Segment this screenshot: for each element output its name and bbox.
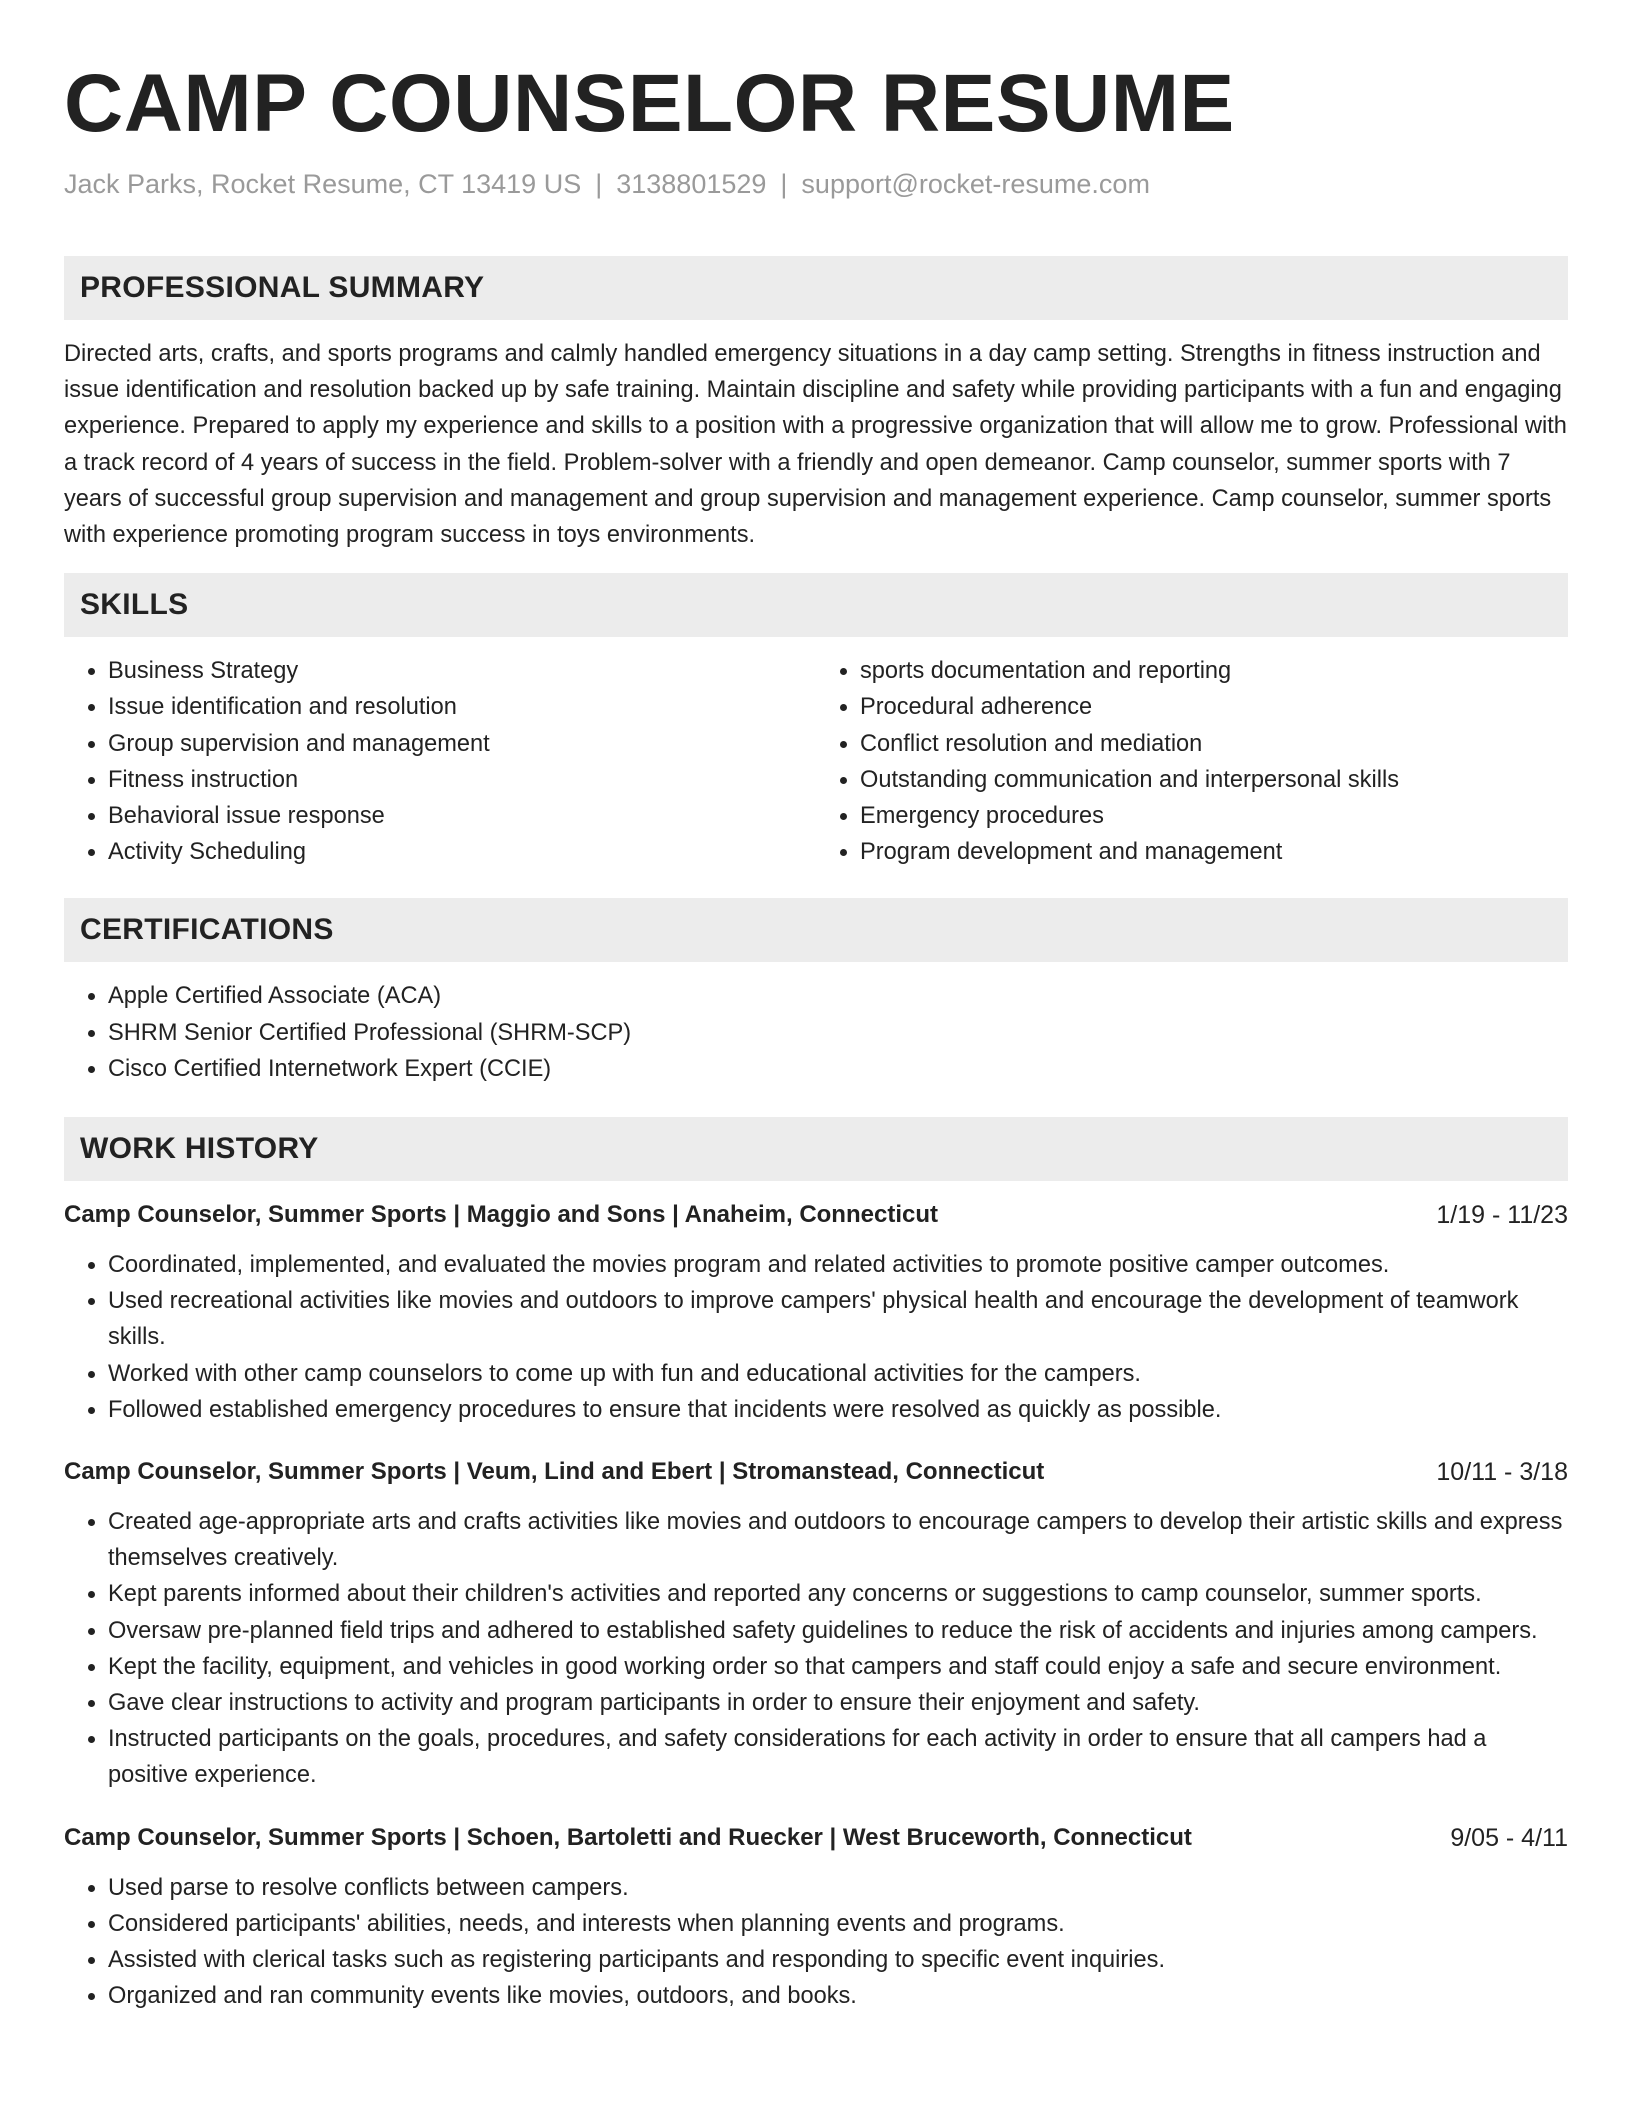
job-bullet: • Oversaw pre-planned field trips and adhered to established safety guidelines to reduce the risk of accidents and injuries among campers. <box>108 1613 1568 1649</box>
job-bullet: • Used parse to resolve conflicts between campers. <box>108 1870 1568 1906</box>
skill-item: • Fitness instruction <box>108 762 816 798</box>
contact-separator: | <box>595 169 603 199</box>
skills-column-left <box>64 653 816 870</box>
skills-heading: SKILLS <box>64 573 1568 637</box>
skill-item: • Procedural adherence <box>860 689 1568 725</box>
contact-phone: 3138801529 <box>616 169 767 199</box>
job-dates: 10/11 - 3/18 <box>1436 1458 1568 1487</box>
job-dates: 9/05 - 4/11 <box>1450 1823 1568 1852</box>
certifications-list <box>64 978 1568 1087</box>
job-header <box>64 1454 1568 1490</box>
job-title: Camp Counselor, Summer Sports | Maggio and Sons | Anaheim, Connecticut <box>64 1201 938 1229</box>
certification-item: • SHRM Senior Certified Professional (SHRM-SCP) <box>108 1015 1568 1051</box>
job-title: Camp Counselor, Summer Sports | Veum, Lind and Ebert | Stromanstead, Connecticut <box>64 1458 1045 1486</box>
job-bullets <box>64 1504 1568 1794</box>
job-bullets <box>64 1870 1568 2015</box>
skill-item: • Program development and management <box>860 834 1568 870</box>
job-bullet: • Coordinated, implemented, and evaluated the movies program and related activities to promote positive camper outcomes. <box>108 1247 1568 1283</box>
skill-item: • Outstanding communication and interpersonal skills <box>860 762 1568 798</box>
certifications-heading: CERTIFICATIONS <box>64 898 1568 962</box>
job-bullet: • Used recreational activities like movies and outdoors to improve campers' physical health and encourage the development of teamwork skills. <box>108 1283 1568 1355</box>
job-entry <box>64 1454 1568 1794</box>
job-entry <box>64 1197 1568 1428</box>
job-bullets <box>64 1247 1568 1428</box>
job-bullet: • Organized and ran community events like movies, outdoors, and books. <box>108 1978 1568 2014</box>
skill-item: • Emergency procedures <box>860 798 1568 834</box>
summary-heading: PROFESSIONAL SUMMARY <box>64 256 1568 320</box>
job-bullet: • Worked with other camp counselors to come up with fun and educational activities for the campers. <box>108 1356 1568 1392</box>
contact-email: support@rocket-resume.com <box>801 169 1150 199</box>
skill-item: • Group supervision and management <box>108 726 816 762</box>
job-header <box>64 1820 1568 1856</box>
skill-item: • sports documentation and reporting <box>860 653 1568 689</box>
skill-item: • Issue identification and resolution <box>108 689 816 725</box>
skill-item: • Conflict resolution and mediation <box>860 726 1568 762</box>
skills-list <box>64 653 1568 870</box>
skills-column-right <box>816 653 1568 870</box>
skill-item: • Business Strategy <box>108 653 816 689</box>
job-entry <box>64 1820 1568 2015</box>
certification-item: • Cisco Certified Internetwork Expert (CCIE) <box>108 1051 1568 1087</box>
job-dates: 1/19 - 11/23 <box>1436 1201 1568 1230</box>
job-bullet: • Kept the facility, equipment, and vehicles in good working order so that campers and staff could enjoy a safe and secure environment. <box>108 1649 1568 1685</box>
skill-item: • Behavioral issue response <box>108 798 816 834</box>
job-title: Camp Counselor, Summer Sports | Schoen, Bartoletti and Ruecker | West Bruceworth, Connecticut <box>64 1823 1192 1851</box>
contact-separator: | <box>780 169 788 199</box>
contact-address: Jack Parks, Rocket Resume, CT 13419 US <box>64 169 582 199</box>
certification-item: • Apple Certified Associate (ACA) <box>108 978 1568 1014</box>
job-bullet: • Assisted with clerical tasks such as registering participants and responding to specific event inquiries. <box>108 1942 1568 1978</box>
job-bullet: • Considered participants' abilities, needs, and interests when planning events and programs. <box>108 1906 1568 1942</box>
summary-text: Directed arts, crafts, and sports programs and calmly handled emergency situations in a day camp setting. Strengths in fitness instruction and issue identification and resolution backed up by safe training. Maintain discipline and safety while providing participants with a fun and engaging experience. Prepared to apply my experience and skills to a position with a progressive organization that will allow me to grow. Professional with a track record of 4 years of success in the field. Problem-solver with a friendly and open demeanor. Camp counselor, summer sports with 7 years of successful group supervision and management and group supervision and management experience. Camp counselor, summer sports with experience promoting program success in toys environments. <box>64 341 1567 549</box>
job-bullet: • Followed established emergency procedures to ensure that incidents were resolved as quickly as possible. <box>108 1392 1568 1428</box>
skill-item: • Activity Scheduling <box>108 834 816 870</box>
job-bullet: • Gave clear instructions to activity and program participants in order to ensure their enjoyment and safety. <box>108 1685 1568 1721</box>
job-header <box>64 1197 1568 1233</box>
job-bullet: • Created age-appropriate arts and crafts activities like movies and outdoors to encourage campers to develop their artistic skills and express themselves creatively. <box>108 1504 1568 1576</box>
job-bullet: • Instructed participants on the goals, procedures, and safety considerations for each activity in order to ensure that all campers had a positive experience. <box>108 1721 1568 1793</box>
resume-title: CAMP COUNSELOR RESUME <box>64 58 1235 149</box>
job-bullet: • Kept parents informed about their children's activities and reported any concerns or suggestions to camp counselor, summer sports. <box>108 1576 1568 1612</box>
contact-line <box>64 166 1568 202</box>
work-history-heading: WORK HISTORY <box>64 1117 1568 1181</box>
